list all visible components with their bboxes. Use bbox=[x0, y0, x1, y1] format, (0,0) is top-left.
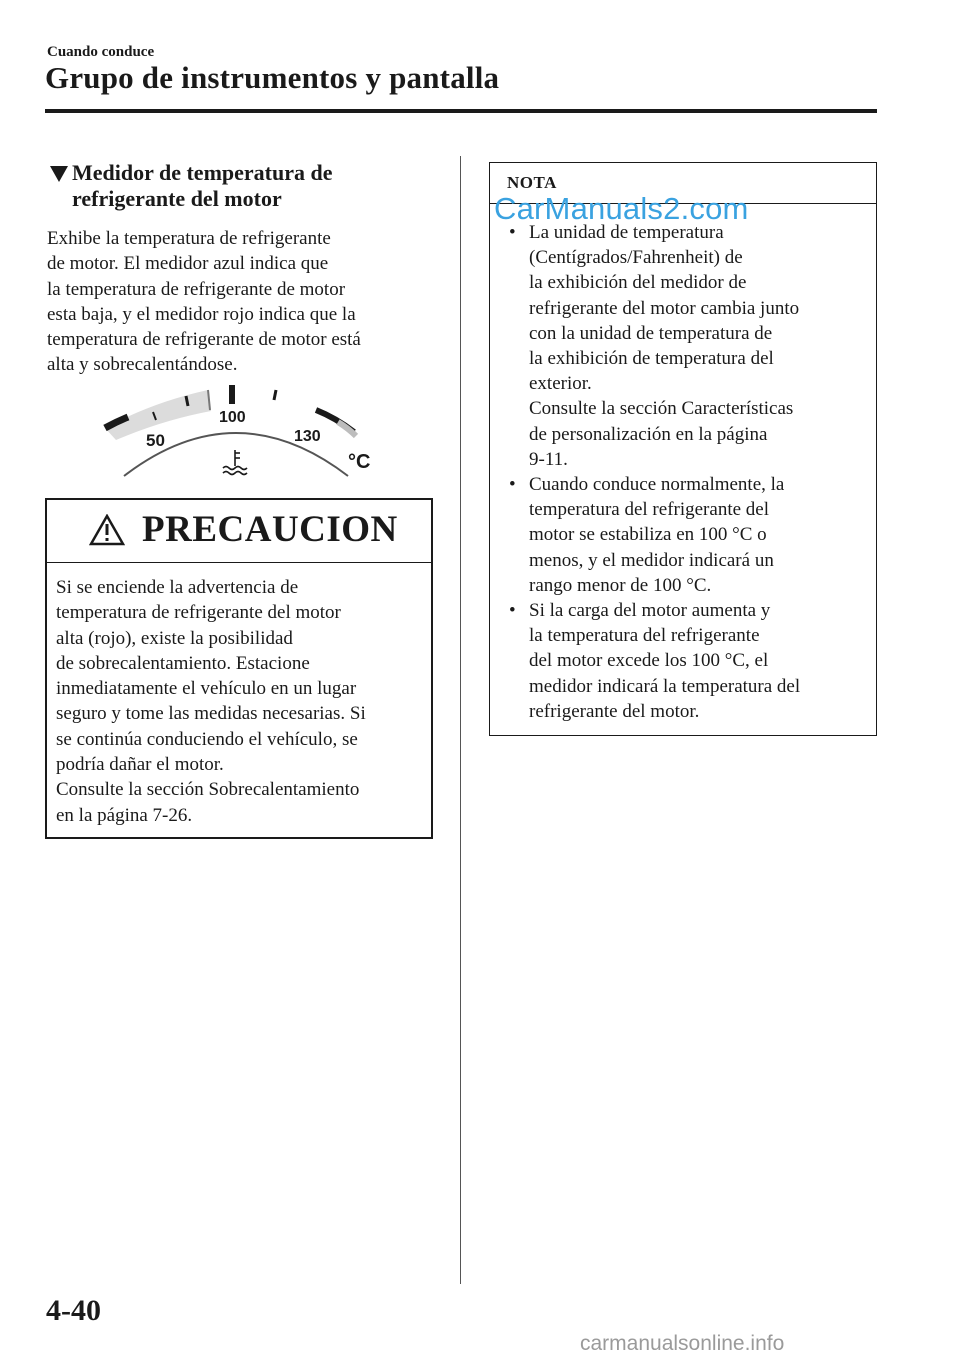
note-line: (Centígrados/Fahrenheit) de bbox=[529, 247, 743, 269]
caution-line: temperatura de refrigerante del motor bbox=[56, 602, 341, 624]
gauge-unit-label: °C bbox=[348, 451, 371, 473]
caution-line: en la página 7-26. bbox=[56, 804, 193, 826]
note-line: de personalización en la página bbox=[529, 423, 768, 445]
note-line: temperatura del refrigerante del bbox=[529, 499, 769, 521]
gauge-label-100: 100 bbox=[219, 409, 246, 426]
bullet-icon: • bbox=[509, 474, 516, 496]
note-label: NOTA bbox=[507, 173, 557, 192]
note-list bbox=[490, 204, 876, 724]
note-line: refrigerante del motor cambia junto bbox=[529, 297, 800, 319]
body-line: esta baja, y el medidor rojo indica que la bbox=[47, 303, 356, 325]
body-line: temperatura de refrigerante de motor está bbox=[47, 329, 361, 351]
note-line: exterior. bbox=[529, 373, 592, 395]
chapter-label: Cuando conduce bbox=[47, 44, 155, 60]
section-heading-line1: Medidor de temperatura de bbox=[72, 160, 333, 185]
caution-line: podría dañar el motor. bbox=[56, 754, 224, 776]
caution-line: Si se enciende la advertencia de bbox=[56, 577, 299, 598]
gauge-tick-2 bbox=[186, 396, 188, 406]
note-item bbox=[490, 472, 866, 598]
watermark-logo: CarManuals2.com bbox=[494, 191, 749, 226]
note-line: Consulte la sección Características bbox=[529, 398, 794, 420]
note-line: rango menor de 100 °C. bbox=[529, 574, 712, 596]
page-number: 4-40 bbox=[46, 1294, 101, 1327]
note-line: del motor excede los 100 °C, el bbox=[529, 650, 769, 672]
body-line: de motor. El medidor azul indica que bbox=[47, 253, 329, 275]
note-box bbox=[489, 162, 877, 736]
note-line: medidor indicará la temperatura del bbox=[529, 675, 801, 697]
gauge-label-130: 130 bbox=[294, 428, 321, 445]
header-rule bbox=[45, 109, 877, 113]
triangle-down-icon bbox=[50, 166, 68, 182]
body-line: la temperatura de refrigerante de motor bbox=[47, 278, 346, 300]
note-header bbox=[490, 163, 876, 226]
note-line: menos, y el medidor indicará un bbox=[529, 549, 774, 571]
note-line: Si la carga del motor aumenta y bbox=[529, 600, 771, 622]
note-item bbox=[490, 220, 866, 472]
note-line: motor se estabiliza en 100 °C o bbox=[529, 524, 767, 546]
bullet-icon: • bbox=[509, 600, 516, 622]
caution-line: alta (rojo), existe la posibilidad bbox=[56, 627, 293, 649]
gauge-label-50: 50 bbox=[146, 431, 165, 450]
section-body bbox=[47, 226, 447, 378]
column-divider bbox=[460, 156, 461, 1284]
caution-line: de sobrecalentamiento. Estacione bbox=[56, 652, 310, 674]
caution-text bbox=[47, 563, 431, 828]
caution-header bbox=[47, 500, 431, 563]
bullet-icon: • bbox=[509, 222, 516, 243]
caution-line: Consulte la sección Sobrecalentamiento bbox=[56, 779, 360, 801]
note-line: 9-11. bbox=[529, 448, 568, 470]
warning-triangle-icon bbox=[89, 514, 125, 546]
note-line: la exhibición del medidor de bbox=[529, 272, 747, 294]
note-line: Cuando conduce normalmente, la bbox=[529, 474, 785, 496]
body-line: Exhibe la temperatura de refrigerante bbox=[47, 228, 331, 249]
note-line: la exhibición de temperatura del bbox=[529, 348, 774, 370]
caution-box bbox=[45, 498, 433, 839]
section-heading bbox=[50, 160, 450, 212]
note-item bbox=[490, 598, 866, 724]
gauge-major-tick bbox=[229, 385, 235, 404]
caution-line: se continúa conduciendo el vehículo, se bbox=[56, 728, 358, 750]
page-title: Grupo de instrumentos y pantalla bbox=[45, 60, 500, 95]
note-line: la temperatura del refrigerante bbox=[529, 625, 760, 647]
note-line: La unidad de temperatura bbox=[529, 222, 724, 243]
section-heading-line2: refrigerante del motor bbox=[72, 186, 282, 211]
coolant-temperature-gauge bbox=[98, 380, 388, 480]
caution-line: seguro y tome las medidas necesarias. Si bbox=[56, 703, 366, 725]
note-line: con la unidad de temperatura de bbox=[529, 322, 773, 344]
body-line: alta y sobrecalentándose. bbox=[47, 354, 238, 376]
footer-watermark: carmanualsonline.info bbox=[580, 1332, 785, 1355]
caution-title: PRECAUCION bbox=[142, 509, 398, 550]
caution-line: inmediatamente el vehículo en un lugar bbox=[56, 678, 357, 700]
coolant-thermometer-icon bbox=[223, 450, 247, 475]
note-line: refrigerante del motor. bbox=[529, 700, 700, 722]
gauge-tick-3 bbox=[274, 390, 276, 400]
